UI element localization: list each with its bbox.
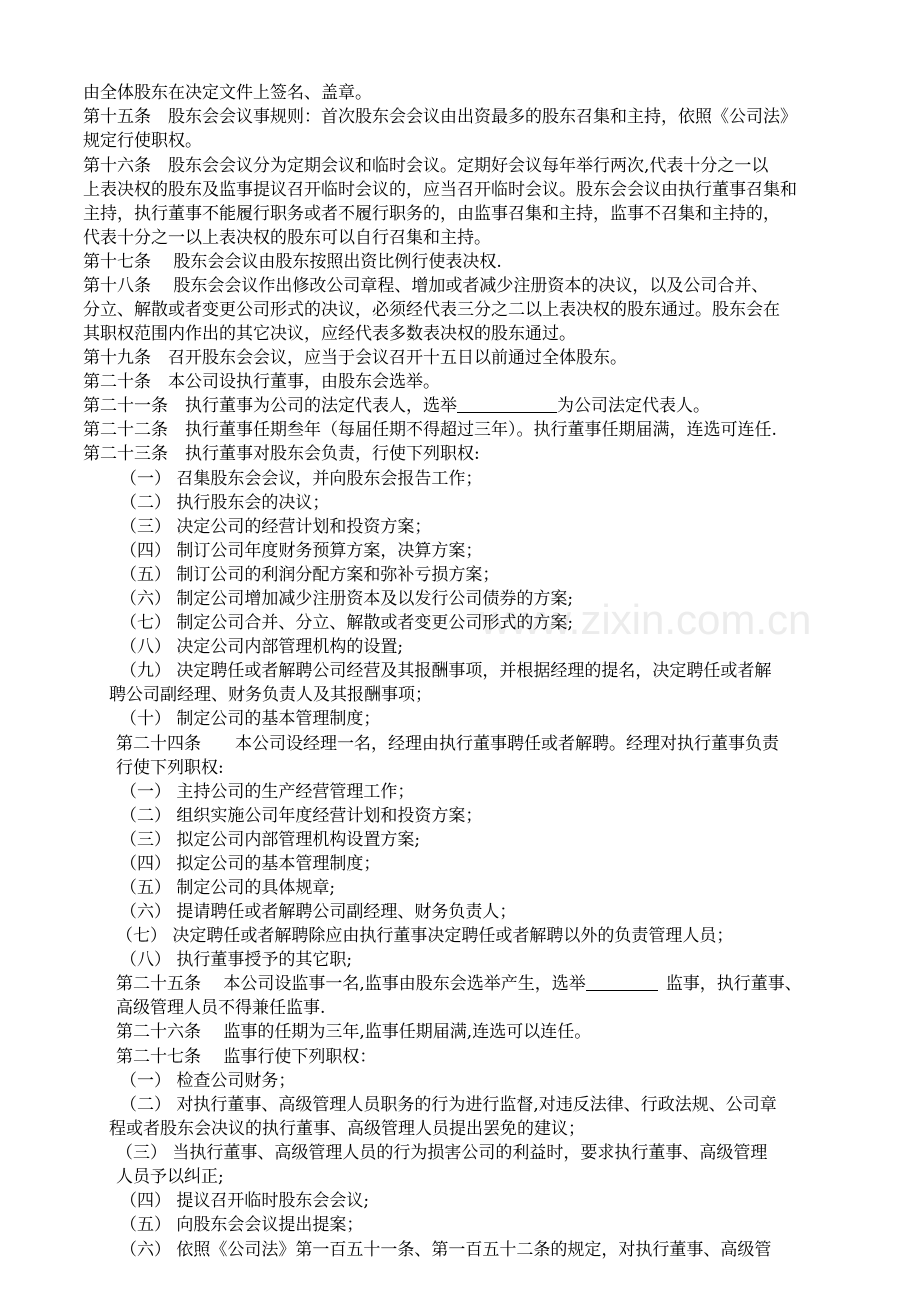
list-item: （四） 拟定公司的基本管理制度； (120, 854, 381, 874)
watermark: www.zixin.com.cn (480, 596, 812, 643)
fill-in-blank[interactable] (457, 395, 557, 413)
text-line (83, 395, 710, 419)
list-item: （六） 依照《公司法》第一百五十一条、第一百五十二条的规定，对执行董事、高级管 (120, 1240, 772, 1260)
text-line: 第十五条 股东会会议事规则：首次股东会会议由出资最多的股东召集和主持，依照《公司法》 (83, 107, 797, 127)
list-item: （六） 制定公司增加减少注册资本及以发行公司债券的方案; (120, 589, 574, 609)
list-item: （四） 提议召开临时股东会会议; (120, 1191, 370, 1211)
list-item: （九） 决定聘任或者解聘公司经营及其报酬事项，并根据经理的提名，决定聘任或者解 (120, 661, 772, 681)
text-line: 第二十三条 执行董事对股东会负责，行使下列职权: (83, 444, 480, 464)
list-item: （七） 制定公司合并、分立、解散或者变更公司形式的方案; (120, 613, 574, 633)
list-item: （一） 检查公司财务； (120, 1071, 296, 1091)
text-line (116, 973, 802, 997)
line-text: 监事，执行董事、 (665, 974, 802, 994)
text-line: 第二十二条 执行董事任期叁年（每届任期不得超过三年）。执行董事任期届满，连选可连任. (83, 420, 777, 440)
text-line: 规定行使职权。 (83, 131, 202, 151)
list-item: （一） 召集股东会会议，并向股东会报告工作； (120, 469, 483, 489)
text-line: 第二十七条 监事行使下列职权： (116, 1047, 377, 1067)
text-line: 第二十四条 本公司设经理一名，经理由执行董事聘任或者解聘。经理对执行董事负责 (116, 734, 779, 754)
text-line: 第十六条 股东会会议分为定期会议和临时会议。定期好会议每年举行两次,代表十分之一以 (83, 156, 769, 176)
text-line: 第二十六条 监事的任期为三年,监事任期届满,连选可以连任。 (116, 1022, 592, 1042)
list-item: （五） 向股东会会议提出提案； (120, 1215, 364, 1235)
list-item: （八） 决定公司内部管理机构的设置; (120, 637, 404, 657)
text-line: 代表十分之一以上表决权的股东可以自行召集和主持。 (83, 228, 491, 248)
list-item: （八） 执行董事授予的其它职; (120, 950, 353, 970)
line-text: 为公司法定代表人。 (557, 396, 710, 416)
line-text: 第二十五条 本公司设监事一名,监事由股东会选举产生，选举 (116, 974, 586, 994)
list-item-continued: 聘公司副经理、财务负责人及其报酬事项； (109, 685, 432, 705)
list-item: （四） 制订公司年度财务预算方案，决算方案； (120, 541, 483, 561)
list-item: （二） 对执行董事、高级管理人员职务的行为进行监督,对违反法律、行政法规、公司章 (120, 1095, 777, 1115)
list-item: （六） 提请聘任或者解聘公司副经理、财务负责人； (120, 902, 517, 922)
list-item: （三） 当执行董事、高级管理人员的行为损害公司的利益时，要求执行董事、高级管理 (116, 1143, 768, 1163)
list-item-continued: 人员予以纠正; (116, 1167, 224, 1187)
text-line: 第二十条 本公司设执行董事，由股东会选举。 (83, 372, 440, 392)
text-line: 其职权范围内作出的其它决议，应经代表多数表决权的股东通过。 (83, 324, 576, 344)
list-item: （五） 制订公司的利润分配方案和弥补亏损方案； (120, 565, 500, 585)
text-line: 上表决权的股东及监事提议召开临时会议的，应当召开临时会议。股东会会议由执行董事召集和 (83, 180, 797, 200)
text-line: 第十八条 股东会会议作出修改公司章程、增加或者减少注册资本的决议，以及公司合并、 (83, 276, 769, 296)
list-item: （三） 拟定公司内部管理机构设置方案; (120, 830, 421, 850)
list-item: （七） 决定聘任或者解聘除应由执行董事决定聘任或者解聘以外的负责管理人员； (116, 926, 734, 946)
list-item: （二） 组织实施公司年度经营计划和投资方案； (120, 806, 483, 826)
text-line: 由全体股东在决定文件上签名、盖章。 (83, 83, 372, 103)
fill-in-blank[interactable] (586, 973, 658, 991)
list-item-continued: 程或者股东会决议的执行董事、高级管理人员提出罢免的建议； (109, 1119, 585, 1139)
list-item: （二） 执行股东会的决议； (120, 493, 330, 513)
text-line: 行使下列职权: (116, 758, 224, 778)
text-line: 高级管理人员不得兼任监事. (116, 998, 326, 1018)
list-item: （五） 制定公司的具体规章; (120, 878, 336, 898)
list-item: （三） 决定公司的经营计划和投资方案； (120, 517, 432, 537)
text-line: 第十九条 召开股东会会议，应当于会议召开十五日以前通过全体股东。 (83, 348, 627, 368)
list-item: （十） 制定公司的基本管理制度； (120, 709, 381, 729)
text-line: 主持，执行董事不能履行职务或者不履行职务的，由监事召集和主持，监事不召集和主持的， (83, 204, 780, 224)
line-text: 第二十一条 执行董事为公司的法定代表人，选举 (83, 396, 457, 416)
text-line: 第十七条 股东会会议由股东按照出资比例行使表决权. (83, 252, 502, 272)
text-line: 分立、解散或者变更公司形式的决议，必须经代表三分之二以上表决权的股东通过。股东会在 (83, 300, 780, 320)
list-item: （一） 主持公司的生产经营管理工作； (120, 782, 415, 802)
